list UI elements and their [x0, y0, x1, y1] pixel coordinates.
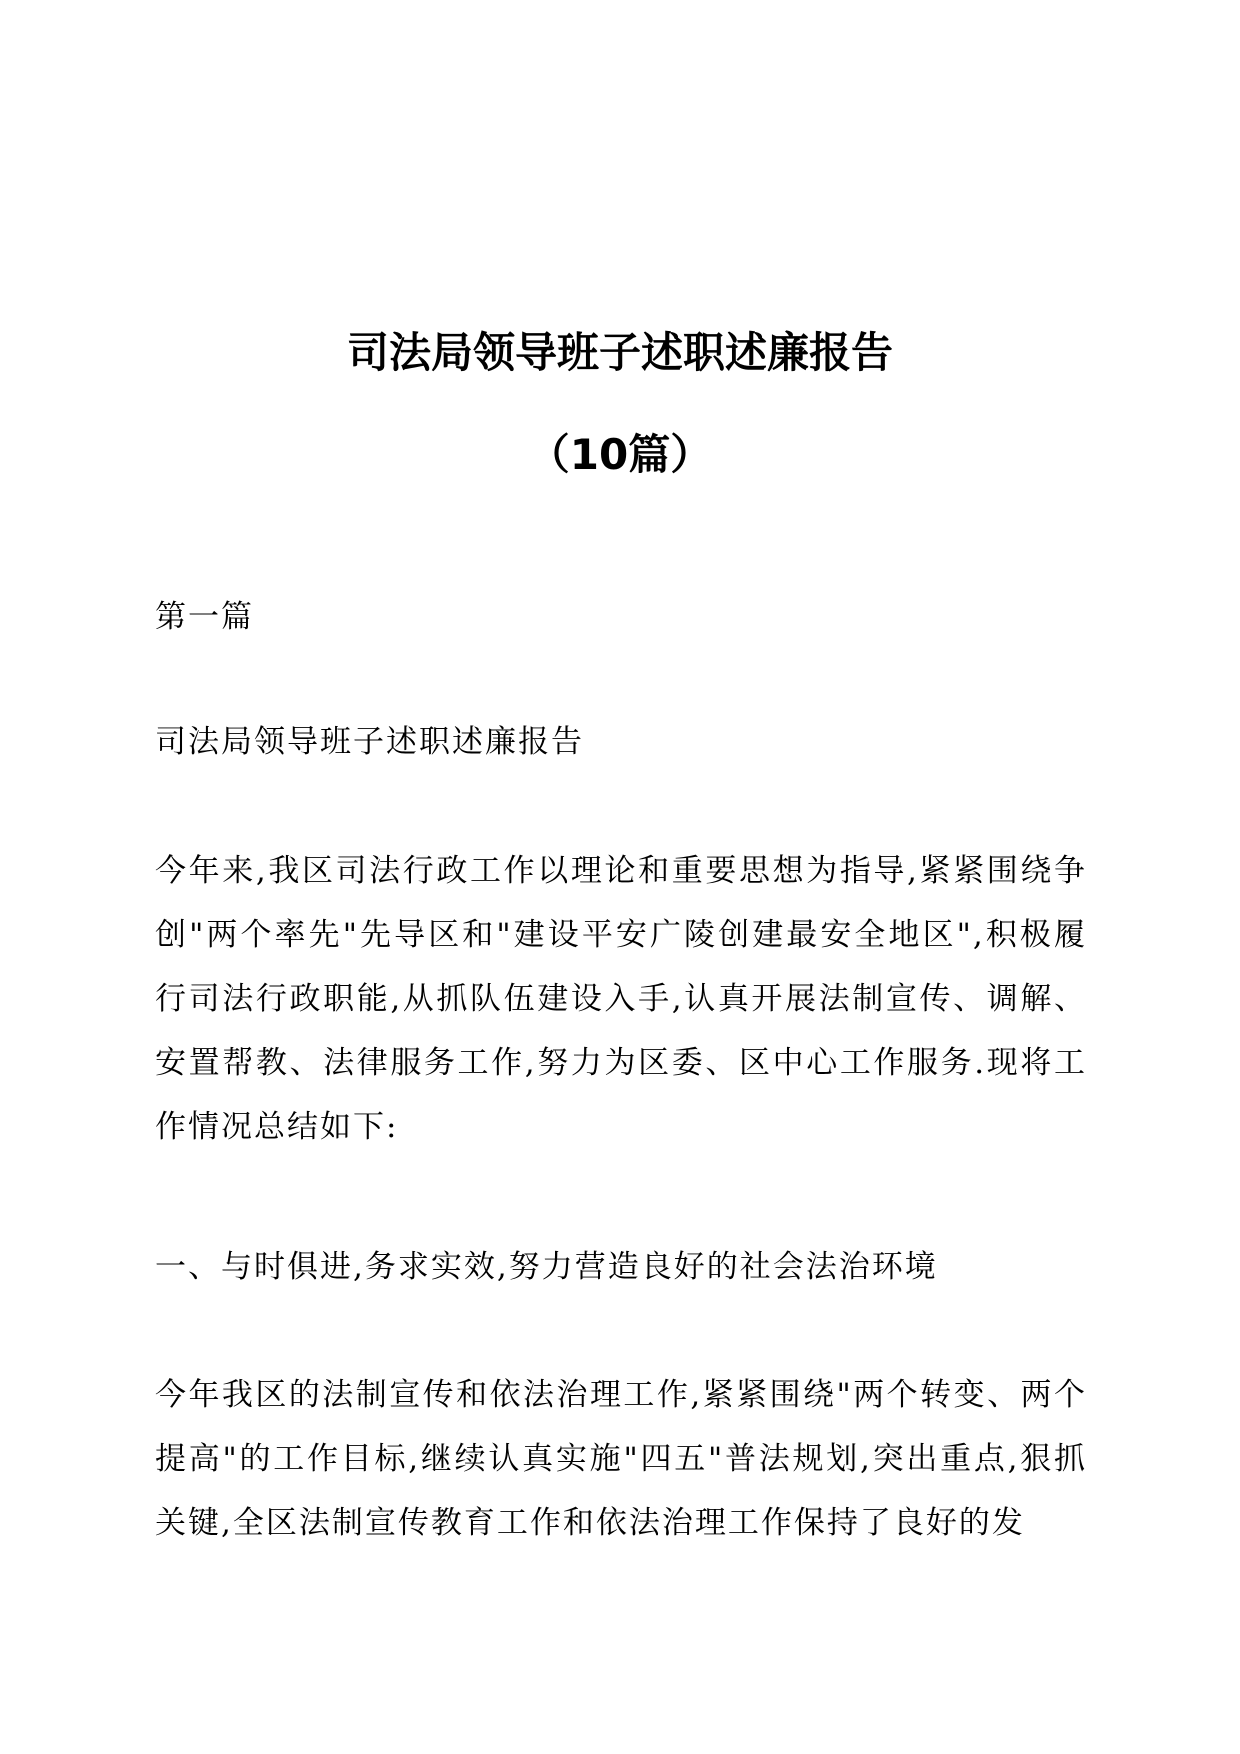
document-title: 司法局领导班子述职述廉报告	[346, 328, 893, 377]
paragraph-legal-publicity: 今年我区的法制宣传和依法治理工作,紧紧围绕"两个转变、两个提高"的工作目标,继续认真实施"四五"普法规划,突出重点,狠抓关键,全区法制宣传教育工作和依法治理工作保持了良好的发	[155, 1377, 1087, 1541]
paragraph-intro: 今年来,我区司法行政工作以理论和重要思想为指导,紧紧围绕争创"两个率先"先导区和"建设平安广陵创建最安全地区",积极履行司法行政职能,从抓队伍建设入手,认真开展法制宣传、调解、安置帮教、法律服务工作,努力为区委、区中心工作服务.现将工作情况总结如下:	[155, 853, 1087, 1145]
document-subtitle: （10篇）	[527, 430, 713, 479]
section-label: 第一篇	[155, 599, 254, 635]
report-title: 司法局领导班子述职述廉报告	[155, 724, 584, 760]
section-heading-1: 一、与时俱进,务求实效,努力营造良好的社会法治环境	[155, 1249, 938, 1285]
